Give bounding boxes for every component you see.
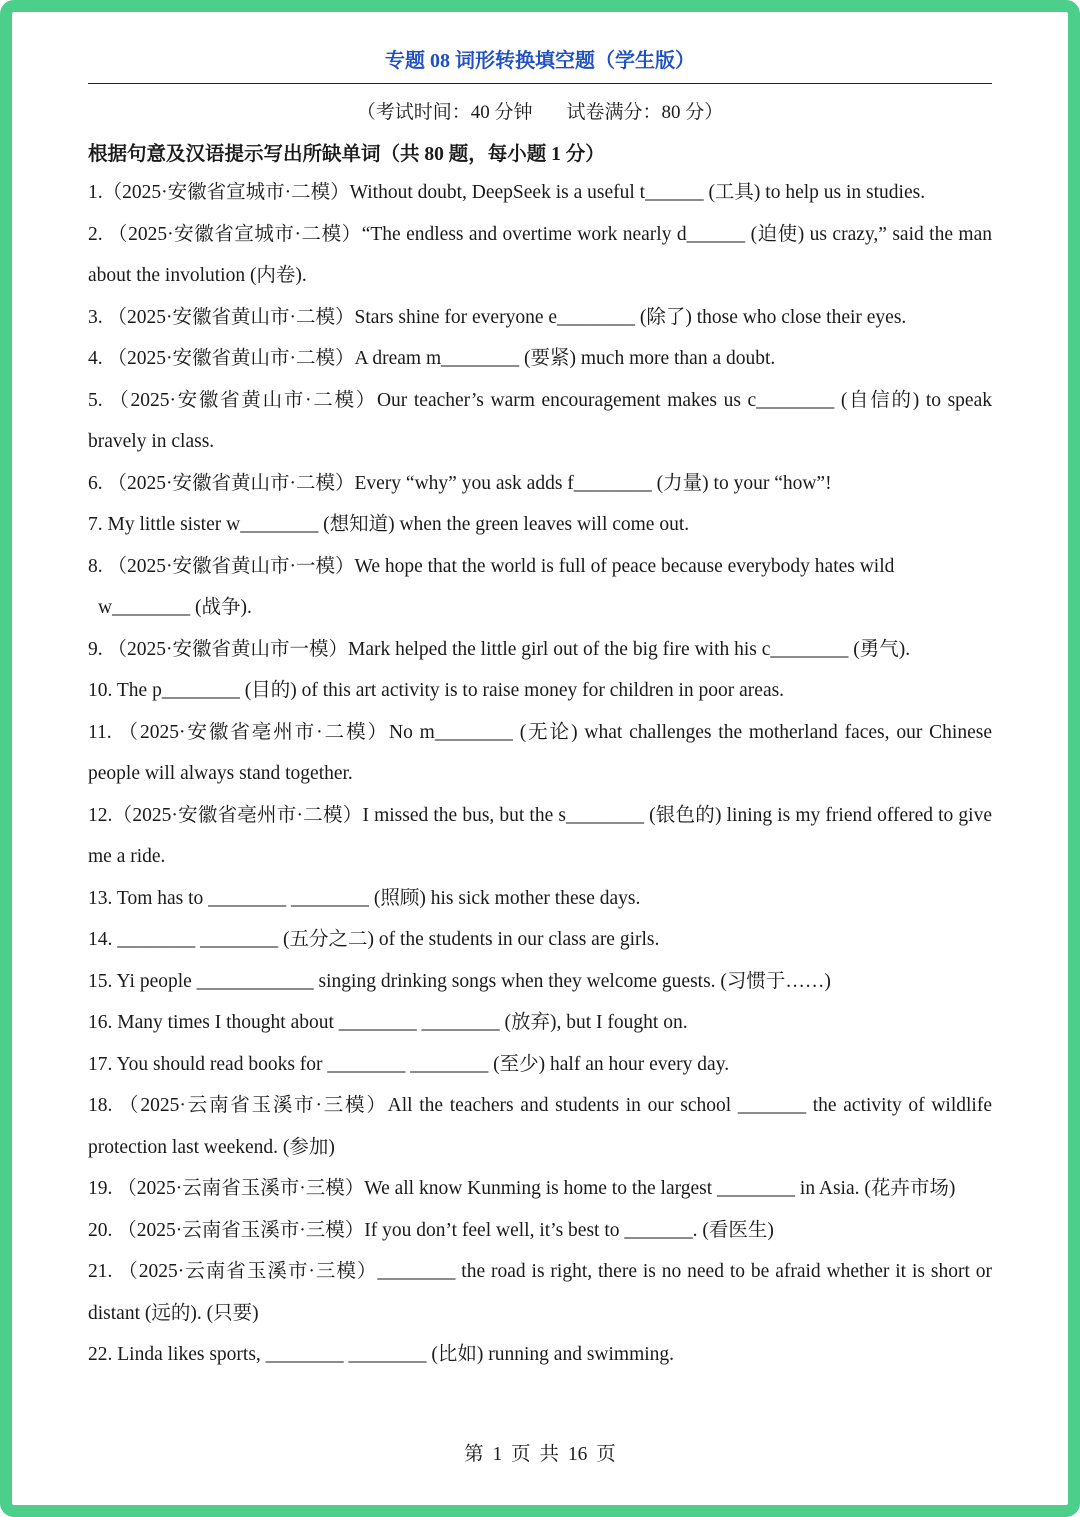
question-item: 7. My little sister w________ (想知道) when the green leaves will come out. bbox=[88, 514, 690, 535]
question-item: 19. （2025·云南省玉溪市·三模）We all know Kunming is home to the largest ________ in Asia. (花卉市场) bbox=[88, 1178, 956, 1199]
exam-info bbox=[88, 97, 992, 124]
question-item: 6. （2025·安徽省黄山市·二模）Every “why” you ask adds f________ (力量) to your “how”! bbox=[88, 472, 832, 494]
exam-score: 试卷满分：80 分） bbox=[566, 102, 724, 123]
question-item: 5. （2025·安徽省黄山市·二模）Our teacher’s warm encouragement makes us c________ (自信的) to speak bravely in class. bbox=[88, 389, 992, 452]
question-item: 4. （2025·安徽省黄山市·二模）A dream m________ (要紧) much more than a doubt. bbox=[88, 348, 776, 369]
question-item: 15. Yi people ____________ singing drinking songs when they welcome guests. (习惯于……) bbox=[88, 970, 831, 992]
question-item: 22. Linda likes sports, ________ ________ (比如) running and swimming. bbox=[88, 1344, 675, 1365]
question-item: 21. （2025·云南省玉溪市·三模）________ the road is right, there is no need to be afraid whether it is short or distant (远的). (只要) bbox=[88, 1261, 992, 1324]
section-instruction: 根据句意及汉语提示写出所缺单词（共 80 题，每小题 1 分） bbox=[88, 144, 605, 165]
question-item: 12.（2025·安徽省亳州市·二模）I missed the bus, but the s________ (银色的) lining is my friend offered to give me a ride. bbox=[88, 804, 992, 867]
question-item: 3. （2025·安徽省黄山市·二模）Stars shine for everyone e________ (除了) those who close their eyes. bbox=[88, 306, 907, 328]
document-title: 专题 08 词形转换填空题（学生版） bbox=[385, 50, 695, 72]
question-item: 13. Tom has to ________ ________ (照顾) his sick mother these days. bbox=[88, 887, 641, 909]
question-item: 14. ________ ________ (五分之二) of the students in our class are girls. bbox=[88, 929, 660, 950]
question-item: 2. （2025·安徽省宣城市·二模）“The endless and overtime work nearly d______ (迫使) us crazy,” said the man about the involution (内卷). bbox=[88, 223, 992, 286]
question-item: 1.（2025·安徽省宣城市·二模）Without doubt, DeepSeek is a useful t______ (工具) to help us in studies. bbox=[88, 182, 926, 203]
question-item: 18. （2025·云南省玉溪市·三模）All the teachers and students in our school _______ the activity of wildlife protection last weekend. (参加) bbox=[88, 1095, 992, 1158]
question-item: 16. Many times I thought about ________ ________ (放弃), but I fought on. bbox=[88, 1012, 688, 1033]
question-continuation: w________ (战争). bbox=[98, 597, 252, 618]
exam-time: （考试时间：40 分钟 bbox=[356, 102, 533, 123]
question-item: 8. （2025·安徽省黄山市·一模）We hope that the world is full of peace because everybody hates wild bbox=[88, 555, 895, 577]
title-divider bbox=[88, 83, 992, 84]
question-item: 11. （2025·安徽省亳州市·二模）No m________ (无论) what challenges the motherland faces, our Chinese people will always stand together. bbox=[88, 721, 992, 784]
page-footer: 第 1 页 共 16 页 bbox=[464, 1444, 616, 1465]
question-item: 20. （2025·云南省玉溪市·三模）If you don’t feel well, it’s best to _______. (看医生) bbox=[88, 1219, 774, 1241]
question-item: 10. The p________ (目的) of this art activity is to raise money for children in poor areas. bbox=[88, 680, 785, 701]
question-item: 17. You should read books for ________ ________ (至少) half an hour every day. bbox=[88, 1053, 730, 1075]
question-list bbox=[88, 172, 992, 1376]
question-item: 9. （2025·安徽省黄山市一模）Mark helped the little girl out of the big fire with his c________ (勇气). bbox=[88, 638, 911, 660]
